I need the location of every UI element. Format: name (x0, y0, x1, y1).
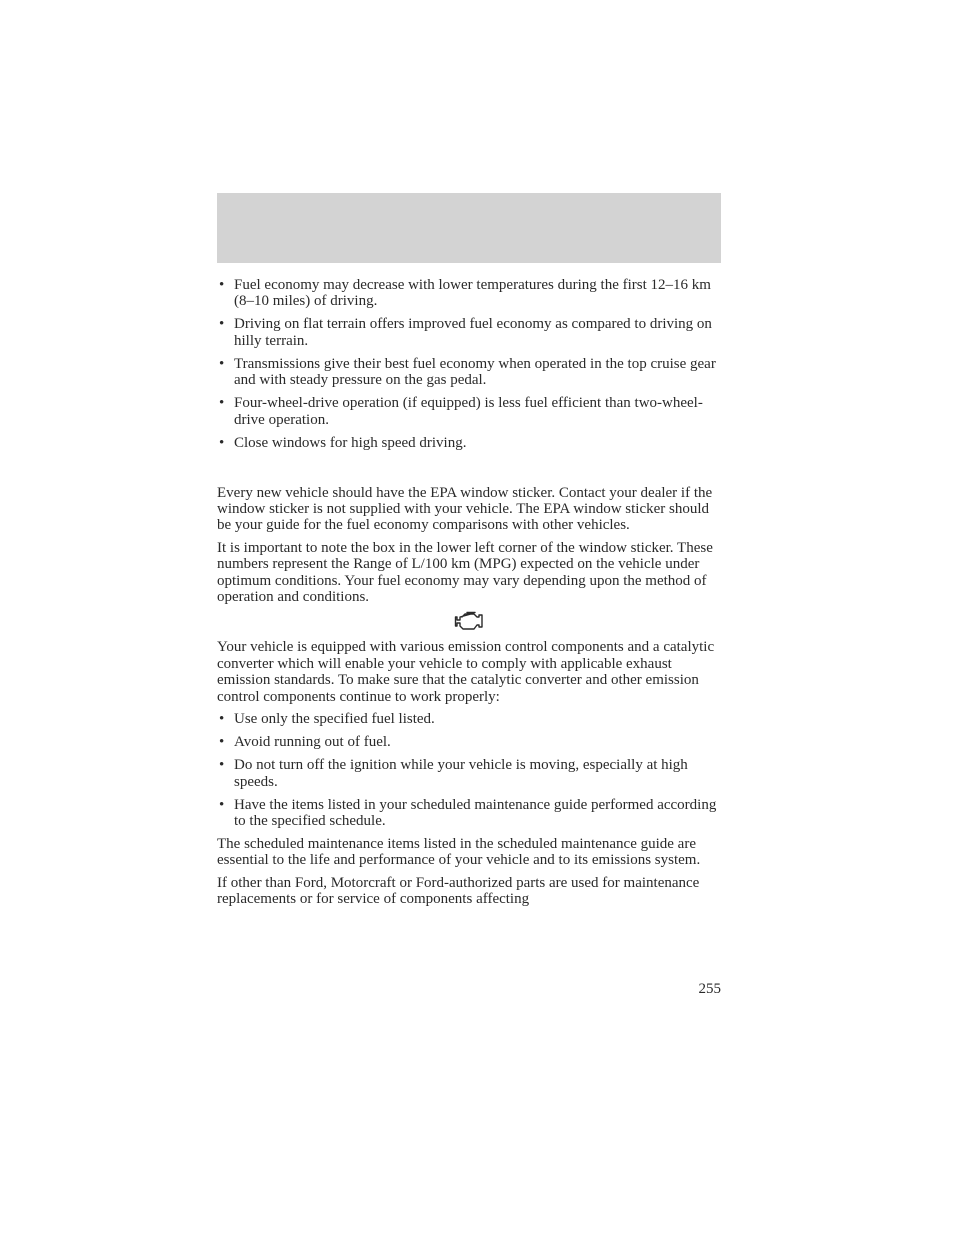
chapter-header-band (217, 193, 721, 263)
parts-paragraph: If other than Ford, Motorcraft or Ford-authorized parts are used for maintenance replacements or for service of components affecting (217, 874, 700, 908)
list-item: • Driving on flat terrain offers improved fuel economy as compared to driving on hilly terrain. (217, 316, 721, 349)
page-content (217, 277, 721, 914)
emission-icon-row (217, 611, 721, 639)
maintenance-paragraph: The scheduled maintenance items listed in the scheduled maintenance guide are essential to the life and performance of your vehicle and to its emissions system. (217, 835, 701, 869)
emission-care-list (217, 711, 721, 829)
list-item: • Close windows for high speed driving. (217, 435, 721, 451)
epa-range-paragraph: It is important to note the box in the lower left corner of the window sticker. These numbers represent the Range of L/100 km (MPG) expected on the vehicle under optimum conditions. Your fuel economy may vary depending upon the method of operation and conditions. (217, 539, 713, 606)
emission-intro-paragraph: Your vehicle is equipped with various emission control components and a catalytic converter which will enable your vehicle to comply with applicable exhaust emission standards. To make sure that the catalytic converter and other emission control components continue to work properly: (217, 639, 715, 705)
list-item: • Use only the specified fuel listed. (217, 711, 721, 727)
list-item: • Four-wheel-drive operation (if equipped) is less fuel efficient than two-wheel-drive operation. (217, 395, 721, 428)
epa-sticker-paragraph: Every new vehicle should have the EPA window sticker. Contact your dealer if the window sticker is not supplied with your vehicle. The EPA window sticker should be your guide for the fuel economy comparisons with other vehicles. (217, 484, 713, 534)
page-number: 255 (698, 981, 721, 997)
list-item: • Avoid running out of fuel. (217, 734, 721, 750)
engine-icon (454, 611, 484, 631)
list-item: • Do not turn off the ignition while your vehicle is moving, especially at high speeds. (217, 757, 721, 790)
list-item: • Have the items listed in your scheduled maintenance guide performed according to the specified schedule. (217, 797, 721, 830)
fuel-economy-tips-list (217, 277, 721, 451)
list-item: • Transmissions give their best fuel economy when operated in the top cruise gear and with steady pressure on the gas pedal. (217, 356, 721, 389)
list-item: • Fuel economy may decrease with lower temperatures during the first 12–16 km (8–10 miles) of driving. (217, 277, 721, 310)
